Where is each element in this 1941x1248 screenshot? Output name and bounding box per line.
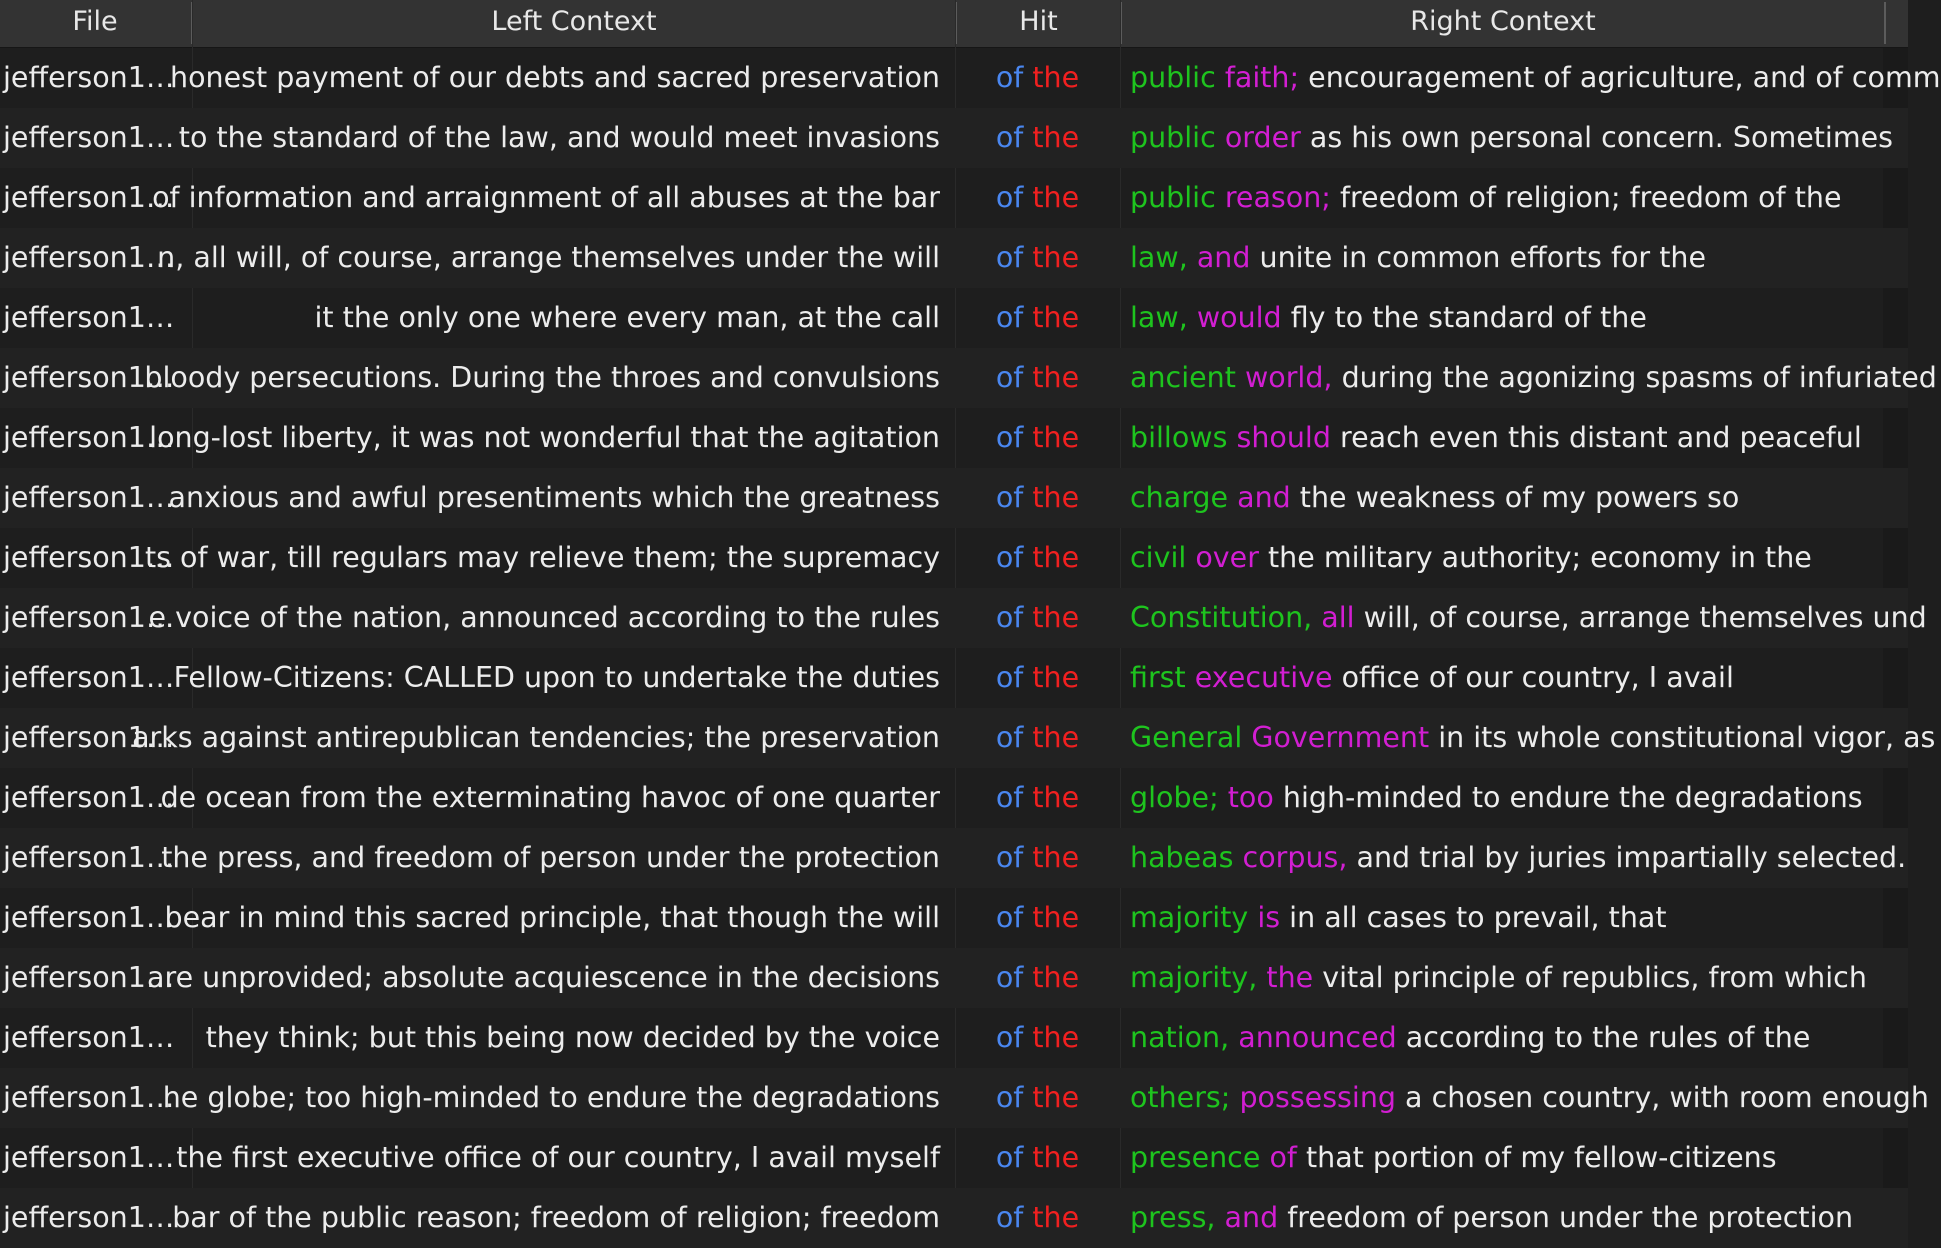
table-row[interactable] xyxy=(0,888,1908,948)
hit-word-1: of xyxy=(995,961,1024,994)
table-row[interactable] xyxy=(0,348,1937,408)
table-row[interactable] xyxy=(0,168,1908,228)
hit-word-1: of xyxy=(995,61,1024,94)
right-context-word-1: globe; xyxy=(1130,781,1219,814)
hit-word-2: the xyxy=(1032,121,1080,154)
table-row[interactable] xyxy=(0,1188,1908,1248)
table-row[interactable] xyxy=(0,948,1908,1008)
table-row[interactable] xyxy=(0,828,1908,888)
file-cell[interactable]: jefferson1… xyxy=(3,241,175,274)
table-row[interactable] xyxy=(0,1068,1929,1128)
hit-cell[interactable] xyxy=(955,468,1120,528)
hit-cell[interactable] xyxy=(955,108,1120,168)
right-context-rest: during the agonizing spasms of infuriated xyxy=(1341,361,1937,394)
table-row[interactable] xyxy=(0,408,1908,468)
hit-word-2: the xyxy=(1032,781,1080,814)
left-context-cell[interactable] xyxy=(147,948,940,1008)
right-context-word-1: General xyxy=(1130,721,1243,754)
right-context-word-1: first xyxy=(1130,661,1186,694)
right-context-cell[interactable] xyxy=(1130,768,1883,828)
hit-cell[interactable] xyxy=(955,1128,1120,1188)
left-context-cell[interactable] xyxy=(132,708,940,768)
right-context-cell[interactable] xyxy=(1130,108,1893,168)
hit-word-1: of xyxy=(995,301,1024,334)
right-context-word-2: reason; xyxy=(1224,181,1331,214)
left-context-cell[interactable] xyxy=(160,768,940,828)
file-cell[interactable]: jefferson1… xyxy=(3,1021,175,1054)
right-context-word-2: is xyxy=(1257,901,1281,934)
hit-word-2: the xyxy=(1032,1081,1080,1114)
right-context-word-1: Constitution, xyxy=(1130,601,1313,634)
left-context-text: de ocean from the exterminating havoc of one quarter xyxy=(160,781,940,814)
concordance-rows xyxy=(0,48,1941,1248)
file-cell[interactable]: jefferson1… xyxy=(3,421,175,454)
table-header xyxy=(0,0,1908,48)
left-context-cell[interactable] xyxy=(170,48,940,108)
left-context-cell[interactable] xyxy=(144,528,940,588)
hit-word-2: the xyxy=(1032,361,1080,394)
hit-word-1: of xyxy=(995,1081,1024,1114)
file-cell[interactable]: jefferson1… xyxy=(3,1201,175,1234)
right-context-word-2: world, xyxy=(1244,361,1333,394)
right-context-word-1: public xyxy=(1130,61,1216,94)
file-cell[interactable]: jefferson1… xyxy=(3,961,175,994)
hit-word-2: the xyxy=(1032,1141,1080,1174)
hit-cell[interactable] xyxy=(955,828,1120,888)
left-context-text: n, all will, of course, arrange themselves under the will xyxy=(157,241,940,274)
right-context-word-1: habeas xyxy=(1130,841,1234,874)
left-context-text: arks against antirepublican tendencies; the preservation xyxy=(132,721,940,754)
left-context-text: ts of war, till regulars may relieve them; the supremacy xyxy=(144,541,940,574)
left-context-text: bear in mind this sacred principle, that though the will xyxy=(164,901,940,934)
right-context-word-2: executive xyxy=(1194,661,1333,694)
hit-word-2: the xyxy=(1032,301,1080,334)
hit-cell[interactable] xyxy=(955,888,1120,948)
right-context-word-1: presence xyxy=(1130,1141,1261,1174)
file-cell[interactable]: jefferson1… xyxy=(3,61,175,94)
hit-word-1: of xyxy=(995,781,1024,814)
left-context-cell[interactable] xyxy=(168,468,940,528)
left-context-cell[interactable] xyxy=(176,1128,940,1188)
left-context-cell[interactable] xyxy=(192,288,940,348)
file-cell[interactable]: jefferson1… xyxy=(3,301,175,334)
left-context-text: the first executive office of our country, I avail myself xyxy=(176,1141,940,1174)
hit-word-2: the xyxy=(1032,721,1080,754)
right-context-cell[interactable] xyxy=(1130,408,1883,468)
hit-cell[interactable] xyxy=(955,648,1120,708)
hit-word-1: of xyxy=(995,901,1024,934)
right-context-word-1: majority xyxy=(1130,901,1249,934)
file-cell[interactable]: jefferson1… xyxy=(3,901,175,934)
right-context-cell[interactable] xyxy=(1130,528,1883,588)
left-context-text: the press, and freedom of person under the protection xyxy=(161,841,940,874)
hit-word-2: the xyxy=(1032,241,1080,274)
column-header-file[interactable]: File xyxy=(72,6,118,37)
hit-word-1: of xyxy=(995,1021,1024,1054)
left-context-text: anxious and awful presentiments which the greatness xyxy=(168,481,940,514)
file-cell[interactable]: jefferson1… xyxy=(3,661,175,694)
right-context-rest: fly to the standard of the xyxy=(1290,301,1647,334)
hit-word-1: of xyxy=(995,841,1024,874)
right-context-rest: a chosen country, with room enough xyxy=(1405,1081,1929,1114)
right-context-rest: encouragement of agriculture, and of comm xyxy=(1308,61,1941,94)
right-context-cell[interactable] xyxy=(1130,348,1937,408)
left-context-cell[interactable] xyxy=(149,408,940,468)
file-cell[interactable]: jefferson1… xyxy=(3,601,175,634)
table-row[interactable] xyxy=(0,588,1927,648)
right-context-rest: as his own personal concern. Sometimes xyxy=(1309,121,1893,154)
right-context-rest: and trial by juries impartially selected. xyxy=(1356,841,1907,874)
right-context-word-2: all xyxy=(1321,601,1355,634)
file-cell[interactable]: jefferson1… xyxy=(3,841,175,874)
table-row[interactable] xyxy=(0,708,1936,768)
hit-word-2: the xyxy=(1032,541,1080,574)
hit-word-2: the xyxy=(1032,421,1080,454)
right-context-cell[interactable] xyxy=(1130,468,1883,528)
right-context-word-2: over xyxy=(1195,541,1259,574)
right-context-word-1: billows xyxy=(1130,421,1228,454)
left-context-text: of information and arraignment of all abuses at the bar xyxy=(152,181,940,214)
left-context-text: Fellow-Citizens: CALLED upon to undertake the duties xyxy=(173,661,940,694)
right-context-word-1: public xyxy=(1130,121,1216,154)
hit-word-2: the xyxy=(1032,481,1080,514)
table-row[interactable] xyxy=(0,228,1908,288)
left-context-text: honest payment of our debts and sacred preservation xyxy=(170,61,940,94)
right-context-word-2: and xyxy=(1224,1201,1279,1234)
right-context-word-1: majority, xyxy=(1130,961,1258,994)
right-context-rest: high-minded to endure the degradations xyxy=(1282,781,1863,814)
hit-cell[interactable] xyxy=(955,228,1120,288)
right-context-cell[interactable] xyxy=(1130,648,1883,708)
hit-word-1: of xyxy=(995,1201,1024,1234)
left-context-cell[interactable] xyxy=(162,1068,940,1128)
hit-word-2: the xyxy=(1032,181,1080,214)
hit-word-1: of xyxy=(995,721,1024,754)
right-context-word-2: and xyxy=(1237,481,1291,514)
right-context-cell[interactable] xyxy=(1130,1008,1883,1068)
left-context-text: he globe; too high-minded to endure the degradations xyxy=(162,1081,940,1114)
left-context-cell[interactable] xyxy=(164,888,940,948)
hit-word-2: the xyxy=(1032,601,1080,634)
hit-word-1: of xyxy=(995,181,1024,214)
right-context-rest: office of our country, I avail xyxy=(1341,661,1734,694)
column-resize-handle-right-context[interactable] xyxy=(1884,2,1886,44)
hit-word-2: the xyxy=(1032,1201,1080,1234)
left-context-text: long-lost liberty, it was not wonderful that the agitation xyxy=(149,421,940,454)
hit-cell[interactable] xyxy=(955,948,1120,1008)
file-cell[interactable]: jefferson1… xyxy=(3,361,175,394)
right-context-word-2: possessing xyxy=(1239,1081,1396,1114)
left-context-text: bar of the public reason; freedom of religion; freedom xyxy=(172,1201,940,1234)
hit-word-1: of xyxy=(995,541,1024,574)
table-row[interactable] xyxy=(0,1008,1908,1068)
hit-cell[interactable] xyxy=(955,768,1120,828)
right-context-word-2: order xyxy=(1224,121,1301,154)
table-row[interactable] xyxy=(0,468,1908,528)
hit-word-1: of xyxy=(995,601,1024,634)
right-context-cell[interactable] xyxy=(1130,948,1883,1008)
right-context-cell[interactable] xyxy=(1130,1068,1929,1128)
left-context-cell[interactable] xyxy=(148,588,940,648)
table-row[interactable] xyxy=(0,768,1908,828)
hit-cell[interactable] xyxy=(955,588,1120,648)
right-context-cell[interactable] xyxy=(1130,1128,1883,1188)
hit-cell[interactable] xyxy=(955,348,1120,408)
left-context-text: they think; but this being now decided by the voice xyxy=(205,1021,940,1054)
hit-cell[interactable] xyxy=(955,408,1120,468)
right-context-cell[interactable] xyxy=(1130,1188,1883,1248)
right-context-cell[interactable] xyxy=(1130,708,1936,768)
hit-word-1: of xyxy=(995,481,1024,514)
right-context-word-1: ancient xyxy=(1130,361,1236,394)
right-context-word-1: law, xyxy=(1130,301,1188,334)
right-context-rest: the military authority; economy in the xyxy=(1267,541,1812,574)
column-header-hit[interactable]: Hit xyxy=(1019,6,1058,37)
hit-word-1: of xyxy=(995,1141,1024,1174)
table-row[interactable] xyxy=(0,48,1941,108)
left-context-text: e voice of the nation, announced according to the rules xyxy=(148,601,940,634)
right-context-rest: according to the rules of the xyxy=(1405,1021,1811,1054)
file-cell[interactable]: jefferson1… xyxy=(3,721,175,754)
hit-word-2: the xyxy=(1032,901,1080,934)
right-context-word-2: and xyxy=(1196,241,1251,274)
hit-cell[interactable] xyxy=(955,1068,1120,1128)
right-context-cell[interactable] xyxy=(1130,288,1883,348)
table-row[interactable] xyxy=(0,288,1908,348)
column-header-right-context[interactable]: Right Context xyxy=(1410,6,1596,37)
right-context-rest: freedom of religion; freedom of the xyxy=(1339,181,1842,214)
file-cell[interactable]: jefferson1… xyxy=(3,181,175,214)
left-context-cell[interactable] xyxy=(192,1008,940,1068)
table-row[interactable] xyxy=(0,648,1908,708)
left-context-text: it the only one where every man, at the call xyxy=(314,301,940,334)
hit-word-2: the xyxy=(1032,841,1080,874)
left-context-cell[interactable] xyxy=(144,348,940,408)
column-header-left-context[interactable]: Left Context xyxy=(491,6,657,37)
left-context-text: bloody persecutions. During the throes and convulsions xyxy=(144,361,940,394)
left-context-cell[interactable] xyxy=(157,228,940,288)
left-context-cell[interactable] xyxy=(161,828,940,888)
right-context-word-2: faith; xyxy=(1224,61,1300,94)
left-context-text: to the standard of the law, and would meet invasions xyxy=(178,121,940,154)
hit-cell[interactable] xyxy=(955,1008,1120,1068)
hit-cell[interactable] xyxy=(955,528,1120,588)
right-context-cell[interactable] xyxy=(1130,228,1883,288)
right-context-word-2: Government xyxy=(1251,721,1430,754)
right-context-cell[interactable] xyxy=(1130,888,1883,948)
right-context-rest: will, of course, arrange themselves und xyxy=(1363,601,1927,634)
hit-word-1: of xyxy=(995,361,1024,394)
right-context-word-2: should xyxy=(1236,421,1331,454)
right-context-word-1: press, xyxy=(1130,1201,1216,1234)
hit-cell[interactable] xyxy=(955,288,1120,348)
right-context-word-2: corpus, xyxy=(1242,841,1348,874)
right-context-rest: reach even this distant and peaceful xyxy=(1340,421,1862,454)
table-row[interactable] xyxy=(0,528,1908,588)
right-context-rest: unite in common efforts for the xyxy=(1259,241,1706,274)
right-context-word-1: charge xyxy=(1130,481,1229,514)
right-context-word-1: public xyxy=(1130,181,1216,214)
right-context-cell[interactable] xyxy=(1130,588,1927,648)
hit-word-2: the xyxy=(1032,61,1080,94)
hit-cell[interactable] xyxy=(955,1188,1120,1248)
hit-word-2: the xyxy=(1032,661,1080,694)
file-cell[interactable]: jefferson1… xyxy=(3,541,175,574)
hit-word-1: of xyxy=(995,421,1024,454)
hit-cell[interactable] xyxy=(955,168,1120,228)
file-cell[interactable]: jefferson1… xyxy=(3,1081,175,1114)
left-context-cell[interactable] xyxy=(172,1188,940,1248)
right-context-rest: in all cases to prevail, that xyxy=(1289,901,1667,934)
hit-cell[interactable] xyxy=(955,708,1120,768)
file-cell[interactable]: jefferson1… xyxy=(3,1141,175,1174)
left-context-cell[interactable] xyxy=(152,168,940,228)
right-context-rest: in its whole constitutional vigor, as xyxy=(1438,721,1936,754)
right-context-word-2: would xyxy=(1196,301,1282,334)
left-context-cell[interactable] xyxy=(173,648,940,708)
right-context-word-2: the xyxy=(1266,961,1314,994)
right-context-rest: freedom of person under the protection xyxy=(1287,1201,1854,1234)
file-cell[interactable]: jefferson1… xyxy=(3,481,175,514)
right-context-rest: the weakness of my powers so xyxy=(1299,481,1740,514)
right-context-cell[interactable] xyxy=(1130,168,1883,228)
hit-word-2: the xyxy=(1032,1021,1080,1054)
left-context-cell[interactable] xyxy=(178,108,940,168)
left-context-text: are unprovided; absolute acquiescence in the decisions xyxy=(147,961,940,994)
hit-word-1: of xyxy=(995,121,1024,154)
right-context-cell[interactable] xyxy=(1130,48,1941,108)
right-context-rest: that portion of my fellow-citizens xyxy=(1305,1141,1777,1174)
right-context-cell[interactable] xyxy=(1130,828,1907,888)
file-cell[interactable]: jefferson1… xyxy=(3,121,175,154)
hit-word-1: of xyxy=(995,241,1024,274)
right-context-word-1: nation, xyxy=(1130,1021,1230,1054)
right-context-word-1: civil xyxy=(1130,541,1187,574)
right-context-rest: vital principle of republics, from which xyxy=(1322,961,1867,994)
right-context-word-2: of xyxy=(1269,1141,1297,1174)
hit-cell[interactable] xyxy=(955,48,1120,108)
right-context-word-2: announced xyxy=(1238,1021,1397,1054)
table-row[interactable] xyxy=(0,1128,1908,1188)
right-context-word-2: too xyxy=(1227,781,1274,814)
right-context-word-1: law, xyxy=(1130,241,1188,274)
file-cell[interactable]: jefferson1… xyxy=(3,781,175,814)
hit-word-1: of xyxy=(995,661,1024,694)
hit-word-2: the xyxy=(1032,961,1080,994)
right-context-word-1: others; xyxy=(1130,1081,1231,1114)
table-row[interactable] xyxy=(0,108,1908,168)
